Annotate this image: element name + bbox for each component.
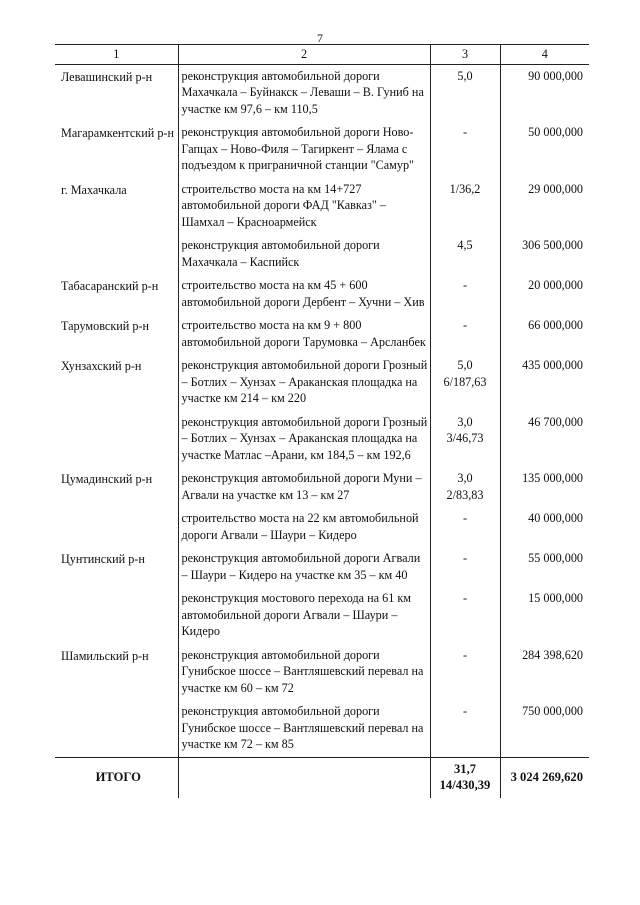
district-cell bbox=[55, 507, 178, 547]
table-row bbox=[55, 644, 589, 701]
col3-cell: 5,0 bbox=[430, 64, 500, 121]
table-row bbox=[55, 121, 589, 178]
district-cell: Тарумовский р-н bbox=[61, 319, 150, 333]
district-cell bbox=[55, 234, 178, 274]
amount-cell: 55 000,000 bbox=[528, 551, 583, 565]
district-cell: Шамильский р-н bbox=[61, 648, 149, 663]
table-row bbox=[55, 274, 589, 314]
district-cell: Левашинский р-н bbox=[61, 69, 153, 84]
col3-cell: - bbox=[430, 507, 500, 547]
total-amount: 3 024 269,620 bbox=[500, 757, 589, 798]
table-row bbox=[55, 354, 589, 411]
table-row bbox=[55, 314, 589, 354]
amount-cell: 20 000,000 bbox=[528, 278, 583, 292]
description-cell: реконструкция автомобильной дороги Ново-Гапцах – Ново-Филя – Тагиркент – Ялама с подъездом к пригpaничной станции "Самур" bbox=[178, 121, 430, 178]
col3-cell: - bbox=[430, 700, 500, 757]
amount-cell: 90 000,000 bbox=[528, 68, 583, 83]
table-row bbox=[55, 411, 589, 468]
district-cell bbox=[55, 587, 178, 644]
description-cell: реконструкция автомобильной дороги Муни – Агвали на участке км 13 – км 27 bbox=[178, 467, 430, 507]
district-cell: Цумадинский р-н bbox=[61, 472, 153, 486]
description-cell: строительство моста на км 14+727 автомобильной дороги ФАД "Кавказ" – Шамхал – Красноармейск bbox=[178, 178, 430, 235]
col3-cell: - bbox=[430, 121, 500, 178]
description-cell: реконструкция мостового перехода на 61 км автомобильной дороги Агвали – Шаури – Кидеро bbox=[178, 587, 430, 644]
col3-cell: - bbox=[430, 644, 500, 701]
district-cell: Магарамкентский р-н bbox=[61, 126, 174, 140]
amount-cell: 306 500,000 bbox=[522, 238, 583, 252]
header-col-1: 1 bbox=[55, 45, 178, 65]
description-cell: реконструкция автомобильной дороги Агвали – Шаури – Кидеро на участке км 35 – км 40 bbox=[178, 547, 430, 587]
col3-cell: 1/36,2 bbox=[430, 178, 500, 235]
table-row bbox=[55, 64, 589, 121]
amount-cell: 135 000,000 bbox=[522, 471, 583, 485]
header-col-3: 3 bbox=[430, 45, 500, 65]
district-cell bbox=[55, 700, 178, 757]
description-cell: реконструкция автомобильной дороги Гунибское шоссе – Вантляшевский перевал на участке км 72 – км 85 bbox=[178, 700, 430, 757]
district-cell bbox=[55, 411, 178, 468]
col3-cell: - bbox=[430, 274, 500, 314]
description-cell: реконструкция автомобильной дороги Гунибское шоссе – Вантляшевский перевал на участке км 60 – км 72 bbox=[178, 644, 430, 701]
district-cell: Цунтинский р-н bbox=[61, 552, 145, 566]
amount-cell: 66 000,000 bbox=[528, 318, 583, 332]
header-row bbox=[55, 45, 589, 65]
header-col-2: 2 bbox=[178, 45, 430, 65]
table-row bbox=[55, 547, 589, 587]
table-row bbox=[55, 700, 589, 757]
district-cell: Хунзахский р-н bbox=[61, 359, 142, 373]
col3-cell: 5,0 6/187,63 bbox=[430, 354, 500, 411]
amount-cell: 750 000,000 bbox=[522, 704, 583, 718]
description-cell: реконструкция автомобильной дороги Махачкала – Буйнакск – Леваши – В. Гуниб на участке км 97,6 – км 110,5 bbox=[178, 64, 430, 121]
description-cell: реконструкция автомобильной дороги Грозный – Ботлих – Хунзах – Араканская площадка на участке км 214 – км 220 bbox=[178, 354, 430, 411]
district-cell: Табасаранский р-н bbox=[61, 279, 159, 293]
description-cell: строительство моста на км 9 + 800 автомобильной дороги Тарумовка – Арсланбек bbox=[178, 314, 430, 354]
amount-cell: 284 398,620 bbox=[522, 647, 583, 662]
total-row bbox=[55, 757, 589, 798]
description-cell: строительство моста на км 45 + 600 автомобильной дороги Дербент – Хучни – Хив bbox=[178, 274, 430, 314]
funding-table bbox=[55, 44, 589, 798]
total-description bbox=[178, 757, 430, 798]
header-col-4: 4 bbox=[500, 45, 589, 65]
col3-cell: - bbox=[430, 547, 500, 587]
col3-cell: 3,0 2/83,83 bbox=[430, 467, 500, 507]
table-row bbox=[55, 467, 589, 507]
total-col3-line1: 31,7 bbox=[453, 761, 477, 776]
amount-cell: 29 000,000 bbox=[528, 181, 583, 196]
table-body bbox=[55, 64, 589, 798]
total-col3 bbox=[430, 757, 500, 798]
table-row bbox=[55, 178, 589, 235]
page-number: 7 bbox=[317, 31, 323, 45]
col3-cell: - bbox=[430, 587, 500, 644]
table-row bbox=[55, 507, 589, 547]
amount-cell: 15 000,000 bbox=[528, 591, 583, 605]
table-row bbox=[55, 234, 589, 274]
description-cell: строительство моста на 22 км автомобильной дороги Агвали – Шаури – Кидеро bbox=[178, 507, 430, 547]
col3-cell: 4,5 bbox=[430, 234, 500, 274]
description-cell: реконструкция автомобильной дороги Махачкала – Каспийск bbox=[178, 234, 430, 274]
description-cell: реконструкция автомобильной дороги Грозный – Ботлих – Хунзах – Араканская площадка на участке Матлас –Арани, км 184,5 – км 192,6 bbox=[178, 411, 430, 468]
amount-cell: 46 700,000 bbox=[528, 414, 583, 429]
amount-cell: 50 000,000 bbox=[528, 125, 583, 139]
total-col3-line2: 14/430,39 bbox=[439, 778, 491, 792]
table-row bbox=[55, 587, 589, 644]
amount-cell: 435 000,000 bbox=[522, 358, 583, 372]
col3-cell: 3,0 3/46,73 bbox=[430, 411, 500, 468]
col3-cell: - bbox=[430, 314, 500, 354]
amount-cell: 40 000,000 bbox=[528, 511, 583, 525]
district-cell: г. Махачкала bbox=[61, 182, 127, 197]
total-label: ИТОГО bbox=[55, 757, 178, 798]
